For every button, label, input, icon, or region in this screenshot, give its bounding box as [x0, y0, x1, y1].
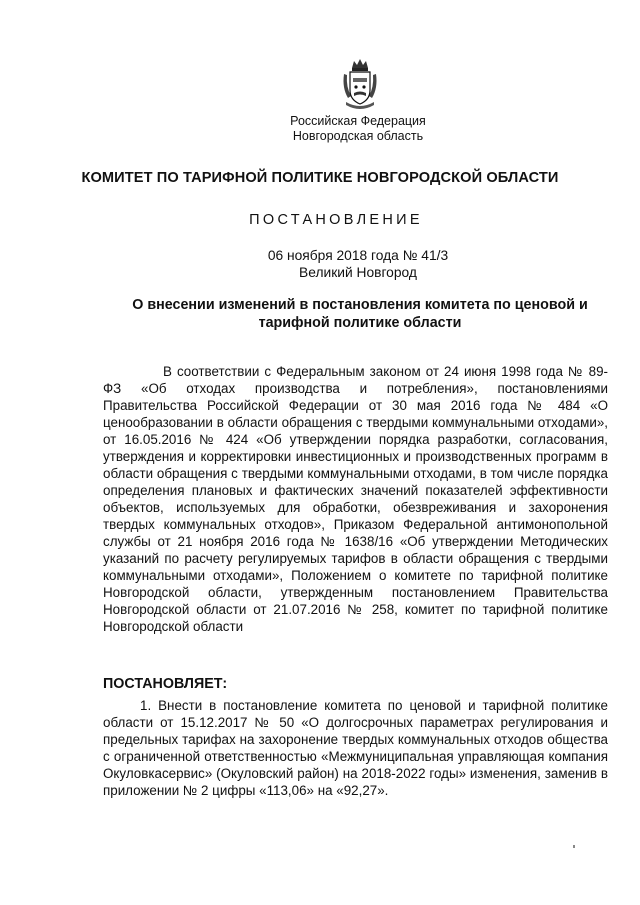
committee-name: КОМИТЕТ ПО ТАРИФНОЙ ПОЛИТИКЕ НОВГОРОДСКОЙ ОБЛАСТИ [81, 170, 559, 186]
resolve-heading: ПОСТАНОВЛЯЕТ: [103, 676, 228, 692]
document-type: ПОСТАНОВЛЕНИЕ [249, 212, 423, 228]
country-name: Российская Федерация [290, 114, 426, 128]
date-number: 06 ноября 2018 года № 41/3 [267, 248, 449, 263]
clause-1-paragraph: 1. Внести в постановление комитета по ценовой и тарифной политике области от 15.12.2017 № 50 «О долгосрочных параметрах регулирования и предельных тарифах на захоронение твердых коммунальных отходов общества с ограниченной ответственностью «Межмуниципальная управляющая компания Окуловкасервис» (Окуловский район) на 2018-2022 годы» изменения, заменив в приложении № 2 цифры «113,06» на «92,27». [103, 698, 608, 798]
preamble-paragraph: В соответствии с Федеральным законом от 24 июня 1998 года № 89-ФЗ «Об отходах производства и потребления», постановлениями Правительства Российской Федерации от 30 мая 2016 года № 484 «О ценообразовании в области обращения с твердыми коммунальными отходами», от 16.05.2016 № 424 «Об утверждении порядка разработки, согласования, утверждения и корректировки инвестиционных и производственных программ в области обращения с твердыми коммунальными отходами, в том числе порядка определения плановых и фактических значений показателей эффективности объектов, используемых для обработки, обезвреживания и захоронения твердых коммунальных отходов», Приказом Федеральной антимонопольной службы от 21 ноября 2016 года № 1638/16 «Об утверждении Методических указаний по расчету регулируемых тарифов в области обращения с твердыми коммунальными отходами», Положением о комитете по тарифной политике Новгородской области, утвержденным постановлением Правительства Новгородской области от 21.07.2016 № 258, комитет по тарифной политике Новгородской области [103, 364, 608, 634]
region-name: Новгородская область [292, 129, 424, 143]
city-name: Великий Новгород [299, 265, 417, 280]
page-mark [573, 845, 575, 848]
document-subject: О внесении изменений в постановления комитета по ценовой и тарифной политике области [132, 297, 588, 331]
coat-of-arms-icon [340, 58, 380, 110]
